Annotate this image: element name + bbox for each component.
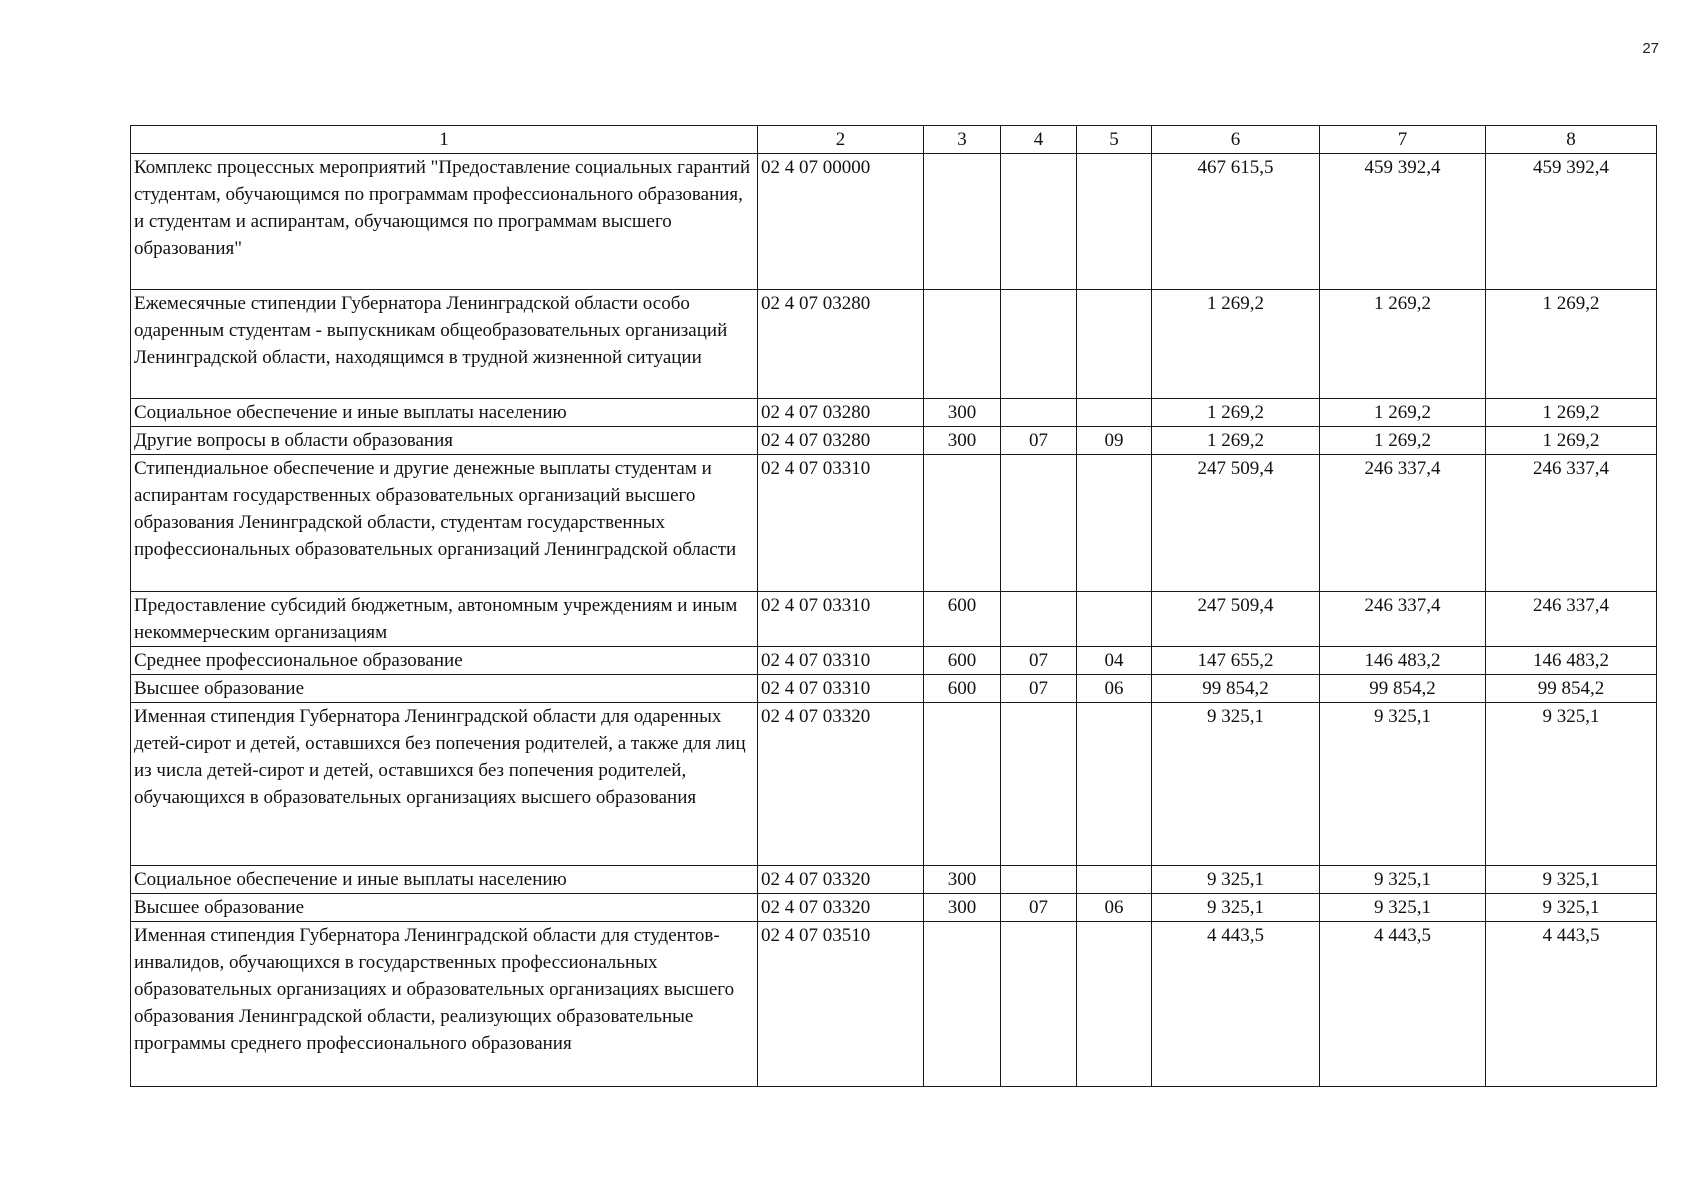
table-row <box>131 399 1657 427</box>
row-value-8: 9 325,1 <box>1486 894 1657 922</box>
row-value-6: 99 854,2 <box>1152 675 1320 703</box>
row-value-6: 4 443,5 <box>1152 922 1320 1087</box>
row-name: Социальное обеспечение и иные выплаты населению <box>131 866 758 894</box>
row-col5 <box>1077 154 1152 290</box>
row-col4: 07 <box>1001 427 1077 455</box>
row-value-7: 99 854,2 <box>1320 675 1486 703</box>
row-col5 <box>1077 592 1152 647</box>
column-header-4: 4 <box>1001 126 1077 154</box>
row-value-7: 146 483,2 <box>1320 647 1486 675</box>
column-header-8: 8 <box>1486 126 1657 154</box>
row-code: 02 4 07 03310 <box>758 675 924 703</box>
row-col3: 600 <box>924 675 1001 703</box>
row-code: 02 4 07 03510 <box>758 922 924 1087</box>
row-col5: 09 <box>1077 427 1152 455</box>
row-name: Социальное обеспечение и иные выплаты населению <box>131 399 758 427</box>
row-value-8: 146 483,2 <box>1486 647 1657 675</box>
column-header-2: 2 <box>758 126 924 154</box>
page-number: 27 <box>1642 40 1659 57</box>
row-value-8: 1 269,2 <box>1486 290 1657 399</box>
row-value-6: 9 325,1 <box>1152 866 1320 894</box>
table-row <box>131 647 1657 675</box>
row-value-6: 247 509,4 <box>1152 592 1320 647</box>
row-col3: 300 <box>924 427 1001 455</box>
row-name: Стипендиальное обеспечение и другие денежные выплаты студентам и аспирантам государственных образовательных организаций высшего образования Ленинградской области, студентам государственных профессиональных образовательных организаций Ленинградской области <box>131 455 758 592</box>
table-row <box>131 675 1657 703</box>
row-col5 <box>1077 455 1152 592</box>
row-value-6: 9 325,1 <box>1152 894 1320 922</box>
table-row <box>131 290 1657 399</box>
row-col4: 07 <box>1001 647 1077 675</box>
column-header-6: 6 <box>1152 126 1320 154</box>
column-header-1: 1 <box>131 126 758 154</box>
table-row <box>131 922 1657 1087</box>
row-name: Другие вопросы в области образования <box>131 427 758 455</box>
row-col3: 600 <box>924 647 1001 675</box>
table-row <box>131 894 1657 922</box>
row-col5: 06 <box>1077 894 1152 922</box>
row-value-7: 1 269,2 <box>1320 427 1486 455</box>
row-value-8: 4 443,5 <box>1486 922 1657 1087</box>
table-row <box>131 427 1657 455</box>
row-col4 <box>1001 455 1077 592</box>
row-name: Комплекс процессных мероприятий "Предоставление социальных гарантий студентам, обучающимся по программам профессионального образования, и студентам и аспирантам, обучающимся по программам высшего образования" <box>131 154 758 290</box>
row-code: 02 4 07 03310 <box>758 455 924 592</box>
column-header-3: 3 <box>924 126 1001 154</box>
row-col3: 300 <box>924 399 1001 427</box>
row-col5: 06 <box>1077 675 1152 703</box>
row-col4 <box>1001 154 1077 290</box>
row-value-6: 1 269,2 <box>1152 427 1320 455</box>
row-value-7: 4 443,5 <box>1320 922 1486 1087</box>
row-value-6: 1 269,2 <box>1152 290 1320 399</box>
row-col5 <box>1077 866 1152 894</box>
row-value-8: 459 392,4 <box>1486 154 1657 290</box>
row-col3 <box>924 922 1001 1087</box>
row-col3 <box>924 455 1001 592</box>
table-row <box>131 154 1657 290</box>
table-row <box>131 455 1657 592</box>
row-value-8: 1 269,2 <box>1486 399 1657 427</box>
row-code: 02 4 07 03310 <box>758 647 924 675</box>
table-row <box>131 866 1657 894</box>
row-col3 <box>924 154 1001 290</box>
row-code: 02 4 07 03280 <box>758 427 924 455</box>
row-col4: 07 <box>1001 675 1077 703</box>
row-code: 02 4 07 03320 <box>758 894 924 922</box>
table-row <box>131 703 1657 866</box>
row-value-7: 246 337,4 <box>1320 455 1486 592</box>
row-value-7: 246 337,4 <box>1320 592 1486 647</box>
row-col4 <box>1001 922 1077 1087</box>
row-col3 <box>924 703 1001 866</box>
row-value-8: 99 854,2 <box>1486 675 1657 703</box>
row-code: 02 4 07 03280 <box>758 290 924 399</box>
row-col3 <box>924 290 1001 399</box>
row-value-6: 9 325,1 <box>1152 703 1320 866</box>
row-col4 <box>1001 290 1077 399</box>
row-col5 <box>1077 399 1152 427</box>
row-code: 02 4 07 03310 <box>758 592 924 647</box>
row-value-7: 9 325,1 <box>1320 703 1486 866</box>
budget-table <box>130 125 1657 1087</box>
row-col5 <box>1077 703 1152 866</box>
row-name: Ежемесячные стипендии Губернатора Ленинградской области особо одаренным студентам - выпускникам общеобразовательных организаций Ленинградской области, находящимся в трудной жизненной ситуации <box>131 290 758 399</box>
row-value-8: 1 269,2 <box>1486 427 1657 455</box>
table-header-row <box>131 126 1657 154</box>
table-row <box>131 592 1657 647</box>
row-name: Высшее образование <box>131 894 758 922</box>
row-value-6: 1 269,2 <box>1152 399 1320 427</box>
row-col4 <box>1001 866 1077 894</box>
row-value-6: 147 655,2 <box>1152 647 1320 675</box>
row-value-8: 246 337,4 <box>1486 455 1657 592</box>
row-col5 <box>1077 922 1152 1087</box>
row-code: 02 4 07 03320 <box>758 866 924 894</box>
row-col4 <box>1001 592 1077 647</box>
row-value-6: 467 615,5 <box>1152 154 1320 290</box>
row-code: 02 4 07 03280 <box>758 399 924 427</box>
row-name: Предоставление субсидий бюджетным, автономным учреждениям и иным некоммерческим организациям <box>131 592 758 647</box>
row-value-6: 247 509,4 <box>1152 455 1320 592</box>
row-col3: 300 <box>924 866 1001 894</box>
row-value-8: 9 325,1 <box>1486 703 1657 866</box>
column-header-5: 5 <box>1077 126 1152 154</box>
row-value-8: 9 325,1 <box>1486 866 1657 894</box>
row-name: Высшее образование <box>131 675 758 703</box>
row-col3: 300 <box>924 894 1001 922</box>
row-value-7: 9 325,1 <box>1320 866 1486 894</box>
row-value-7: 459 392,4 <box>1320 154 1486 290</box>
row-value-7: 1 269,2 <box>1320 399 1486 427</box>
column-header-7: 7 <box>1320 126 1486 154</box>
row-col4 <box>1001 703 1077 866</box>
row-name: Среднее профессиональное образование <box>131 647 758 675</box>
row-col4 <box>1001 399 1077 427</box>
row-col5: 04 <box>1077 647 1152 675</box>
row-name: Именная стипендия Губернатора Ленинградской области для одаренных детей-сирот и детей, оставшихся без попечения родителей, а также для лиц из числа детей-сирот и детей, оставшихся без попечения родителей, обучающихся в образовательных организациях высшего образования <box>131 703 758 866</box>
row-code: 02 4 07 00000 <box>758 154 924 290</box>
row-col4: 07 <box>1001 894 1077 922</box>
row-value-7: 1 269,2 <box>1320 290 1486 399</box>
row-value-7: 9 325,1 <box>1320 894 1486 922</box>
row-name: Именная стипендия Губернатора Ленинградской области для студентов-инвалидов, обучающихся в государственных профессиональных образовательных организациях и образовательных организациях высшего образования Ленинградской области, реализующих образовательные программы среднего профессионального образования <box>131 922 758 1087</box>
row-col3: 600 <box>924 592 1001 647</box>
row-value-8: 246 337,4 <box>1486 592 1657 647</box>
row-col5 <box>1077 290 1152 399</box>
row-code: 02 4 07 03320 <box>758 703 924 866</box>
